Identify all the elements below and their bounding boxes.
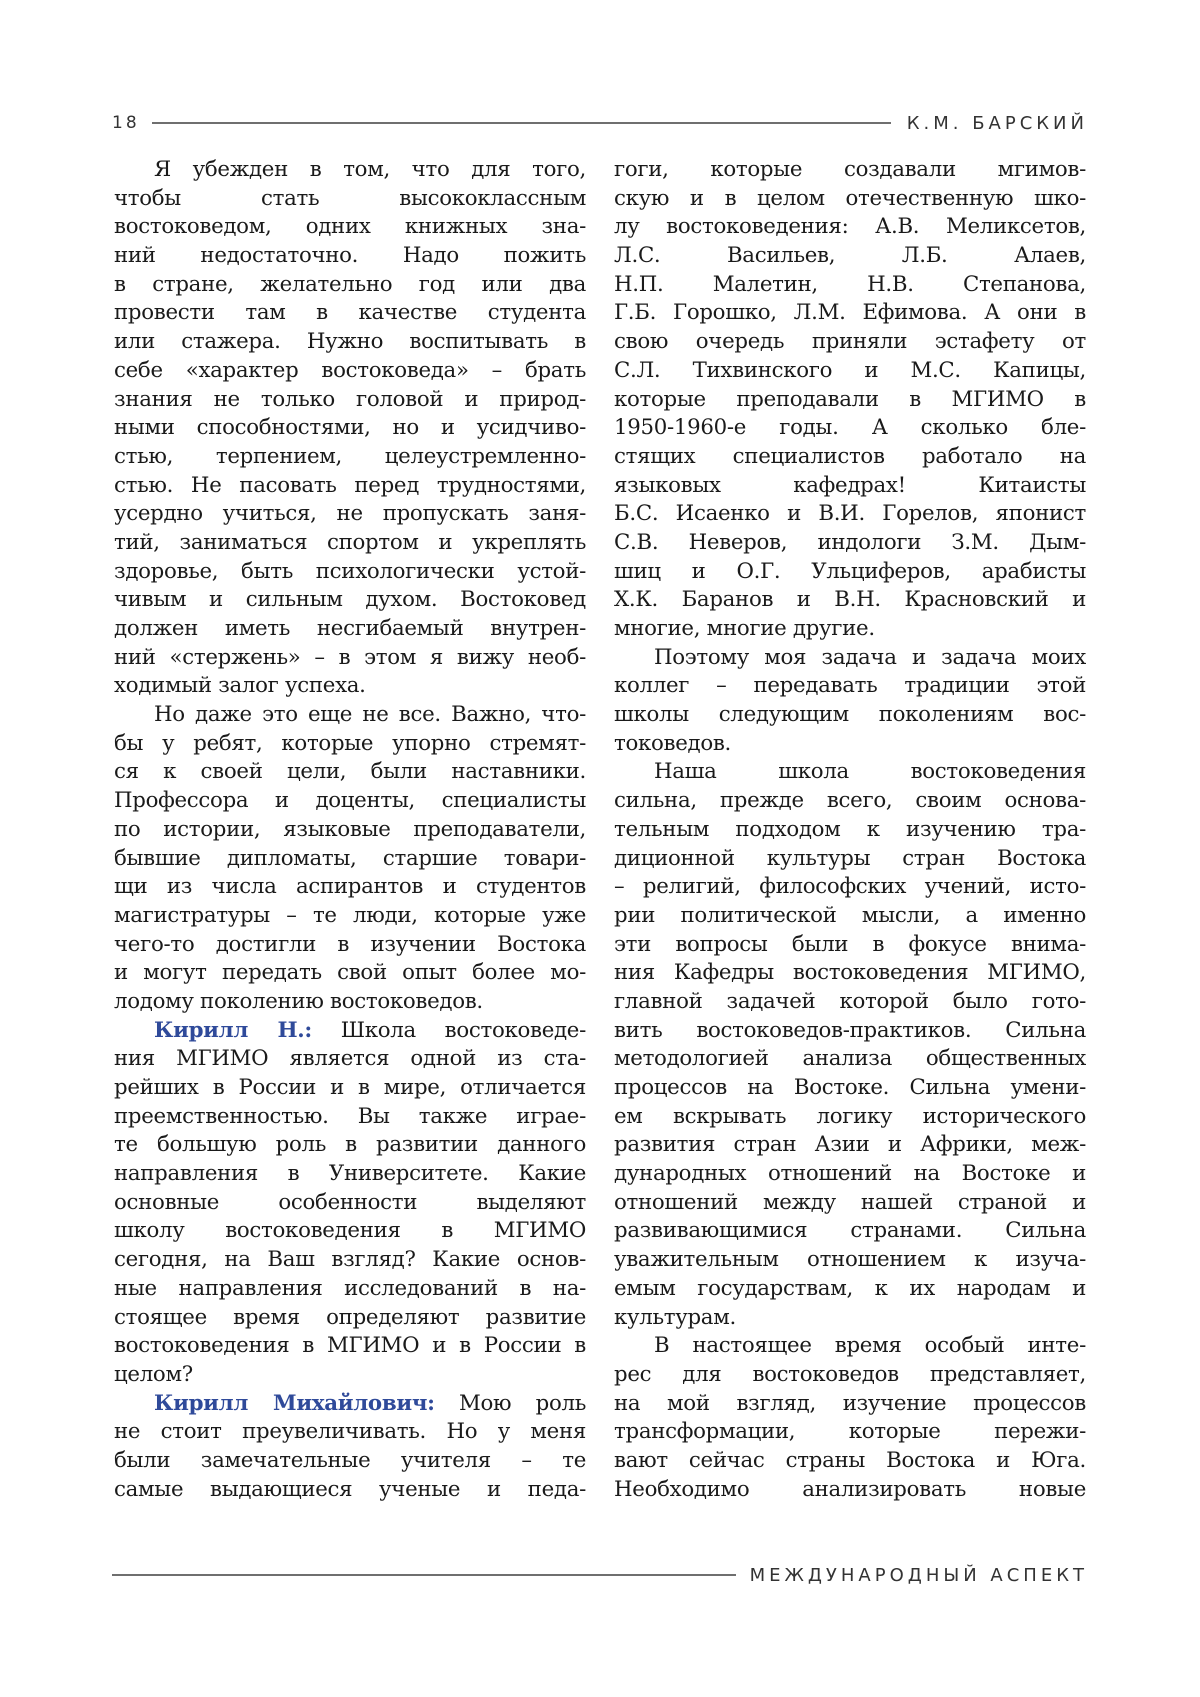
text-line: ния Кафедры востоковедения МГИМО, <box>614 960 1086 986</box>
left-text-column <box>114 156 586 1504</box>
text-line: ний «стержень» – в этом я вижу необ- <box>114 644 586 670</box>
text-line: дународных отношений на Востоке и <box>614 1161 1086 1187</box>
text-line: в стране, желательно год или два <box>114 271 586 297</box>
text-line: развивающимися странами. Сильна <box>614 1218 1086 1244</box>
text-line: стью. Не пасовать перед трудностями, <box>114 472 586 498</box>
text-line: – религий, философских учений, исто- <box>614 874 1086 900</box>
text-line: востоковедом, одних книжных зна- <box>114 214 586 240</box>
text-line: здоровье, быть психологически устой- <box>114 558 586 584</box>
text-line: рии политической мысли, а именно <box>614 902 1086 928</box>
text-line: многие, многие другие. <box>614 616 875 641</box>
text-line: самые выдающиеся ученые и педа- <box>114 1476 586 1502</box>
text-line: тельным подходом к изучению тра- <box>614 816 1086 842</box>
text-line: лу востоковедения: А.В. Меликсетов, <box>614 214 1086 240</box>
text-line: школы следующим поколениям вос- <box>614 702 1086 728</box>
text-line: рейших в России и в мире, отличается <box>114 1075 586 1100</box>
text-line: ходимый залог успеха. <box>114 673 366 699</box>
text-line: Но даже это еще не все. Важно, что- <box>154 702 586 728</box>
text-line: знания не только головой и природ- <box>114 386 586 412</box>
text-line: на мой взгляд, изучение процессов <box>614 1390 1086 1416</box>
text-line: ем вскрывать логику исторического <box>614 1103 1086 1129</box>
text-line: 1950-1960-е годы. А сколько бле- <box>614 415 1086 441</box>
text-line: востоковедения в МГИМО и в России в <box>114 1333 586 1359</box>
text-line: свою очередь приняли эстафету от <box>614 329 1086 355</box>
text-line: должен иметь несгибаемый внутрен- <box>114 616 586 641</box>
text-line: тий, заниматься спортом и укреплять <box>114 529 586 555</box>
text-line: стоящее время определяют развитие <box>114 1304 586 1330</box>
text-line: гоги, которые создавали мгимов- <box>614 157 1086 182</box>
text-line: отношений между нашей страной и <box>614 1189 1086 1215</box>
text-line: токоведов. <box>614 730 732 756</box>
text-line: рес для востоковедов представляет, <box>614 1361 1086 1387</box>
text-line: стью, терпением, целеустремленно- <box>114 443 586 469</box>
text-line: сегодня, на Ваш взгляд? Какие основ- <box>114 1247 586 1273</box>
text-line: ния МГИМО является одной из ста- <box>114 1046 586 1072</box>
text-line: трансформации, которые пережи- <box>614 1419 1086 1445</box>
text-line: не стоит преувеличивать. Но у меня <box>114 1419 586 1445</box>
text-line: культурам. <box>614 1304 736 1330</box>
text-line: Профессора и доценты, специалисты <box>114 788 586 814</box>
text-line: Наша школа востоковедения <box>654 759 1086 785</box>
text-fragment: Школа востоковеде- <box>311 1017 586 1043</box>
text-line: Г.Б. Горошко, Л.М. Ефимова. А они в <box>614 300 1086 326</box>
text-line: развития стран Азии и Африки, меж- <box>614 1132 1086 1158</box>
text-line: диционной культуры стран Востока <box>614 845 1086 871</box>
text-line: и могут передать свой опыт более мо- <box>114 960 586 986</box>
text-line: уважительным отношением к изуча- <box>614 1247 1086 1273</box>
text-line: усердно учиться, не пропускать заня- <box>114 501 586 527</box>
text-fragment: Мою роль <box>434 1390 586 1416</box>
text-line: Поэтому моя задача и задача моих <box>654 644 1086 670</box>
author-name: К.М. БАРСКИЙ <box>906 112 1088 134</box>
text-line: вают сейчас страны Востока и Юга. <box>614 1447 1086 1473</box>
text-line: чтобы стать высококлассным <box>114 185 586 211</box>
text-line: В настоящее время особый инте- <box>654 1333 1086 1359</box>
text-line: шиц и О.Г. Ульциферов, арабисты <box>614 558 1086 584</box>
speaker-label-interviewer: Кирилл Н.: <box>154 1017 312 1043</box>
text-line: щи из числа аспирантов и студентов <box>114 874 586 900</box>
text-line: методологией анализа общественных <box>614 1046 1086 1072</box>
text-line: скую и в целом отечественную шко- <box>614 185 1086 211</box>
text-line: Б.С. Исаенко и В.И. Горелов, японист <box>614 501 1086 527</box>
text-line: целом? <box>114 1361 193 1387</box>
text-line: провести там в качестве студента <box>114 300 586 326</box>
text-line: были замечательные учителя – те <box>114 1447 586 1473</box>
header-rule <box>152 122 891 124</box>
text-line: преемственностью. Вы также играе- <box>114 1103 586 1129</box>
text-line: Н.П. Малетин, Н.В. Степанова, <box>614 271 1086 297</box>
text-line: Необходимо анализировать новые <box>614 1476 1086 1502</box>
text-line: эти вопросы были в фокусе внима- <box>614 931 1086 957</box>
text-line: направления в Университете. Какие <box>114 1161 586 1187</box>
text-line: бывшие дипломаты, старшие товари- <box>114 845 586 871</box>
text-line: основные особенности выделяют <box>114 1189 586 1215</box>
text-line: которые преподавали в МГИМО в <box>614 386 1086 412</box>
text-line: Я убежден в том, что для того, <box>154 157 586 182</box>
text-line: себе «характер востоковеда» – брать <box>114 357 586 383</box>
text-line: коллег – передавать традиции этой <box>614 673 1086 699</box>
answer-first-line <box>114 1390 586 1419</box>
text-line: те большую роль в развитии данного <box>114 1132 586 1158</box>
text-line: или стажера. Нужно воспитывать в <box>114 329 586 355</box>
text-line: главной задачей которой было гото- <box>614 988 1086 1014</box>
running-footer <box>112 1562 1088 1588</box>
text-line: лодому поколению востоковедов. <box>114 988 483 1014</box>
running-header <box>112 110 1088 136</box>
text-line: школу востоковедения в МГИМО <box>114 1218 586 1244</box>
text-line: Л.С. Васильев, Л.Б. Алаев, <box>614 243 1086 269</box>
text-line: Х.К. Баранов и В.Н. Красновский и <box>614 587 1086 613</box>
text-line: ные направления исследований в на- <box>114 1275 586 1301</box>
text-line: ний недостаточно. Надо пожить <box>114 243 586 269</box>
text-line: чего-то достигли в изучении Востока <box>114 931 586 957</box>
text-line: чивым и сильным духом. Востоковед <box>114 587 586 613</box>
text-line: С.Л. Тихвинского и М.С. Капицы, <box>614 357 1086 383</box>
text-line: емым государствам, к их народам и <box>614 1275 1086 1301</box>
text-line: стящих специалистов работало на <box>614 443 1086 469</box>
journal-title: МЕЖДУНАРОДНЫЙ АСПЕКТ <box>749 1564 1088 1586</box>
right-text-column <box>614 156 1086 1504</box>
question-first-line <box>114 1017 586 1046</box>
text-line: ными способностями, но и усидчиво- <box>114 415 586 441</box>
page-number: 18 <box>112 113 140 133</box>
text-line: ся к своей цели, были наставники. <box>114 759 586 785</box>
text-line: по истории, языковые преподаватели, <box>114 816 586 842</box>
speaker-label-interviewee: Кирилл Михайлович: <box>154 1390 435 1416</box>
footer-rule <box>112 1574 736 1576</box>
text-line: сильна, прежде всего, своим основа- <box>614 788 1086 814</box>
text-line: языковых кафедрах! Китаисты <box>614 472 1086 498</box>
text-line: вить востоковедов-практиков. Сильна <box>614 1017 1086 1043</box>
text-line: С.В. Неверов, индологи З.М. Дым- <box>614 529 1086 555</box>
text-line: бы у ребят, которые упорно стремят- <box>114 730 586 756</box>
text-line: магистратуры – те люди, которые уже <box>114 902 586 928</box>
text-line: процессов на Востоке. Сильна умени- <box>614 1075 1086 1100</box>
